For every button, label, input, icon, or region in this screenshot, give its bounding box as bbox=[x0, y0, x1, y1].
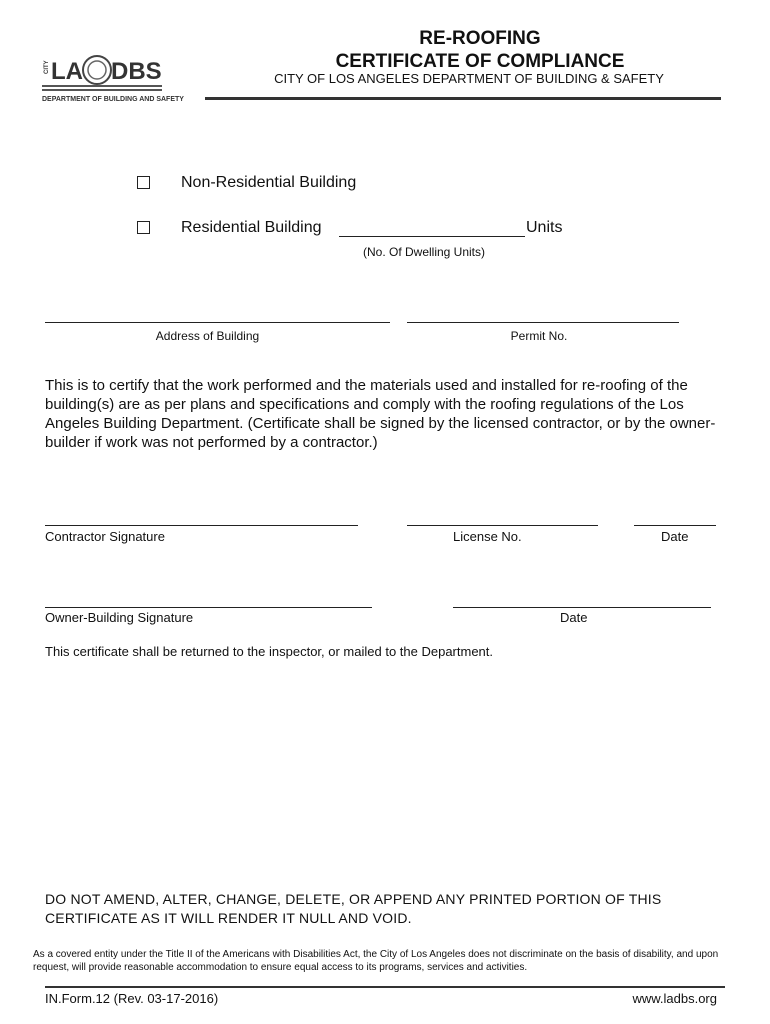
address-field[interactable] bbox=[45, 322, 390, 323]
page-subtitle: CITY OF LOS ANGELES DEPARTMENT OF BUILDING & SAFETY bbox=[274, 71, 664, 86]
ladbs-logo bbox=[40, 48, 184, 106]
logo-dept-text: DEPARTMENT OF BUILDING AND SAFETY bbox=[42, 96, 184, 103]
owner-date-field[interactable] bbox=[453, 607, 711, 608]
residential-label: Residential Building bbox=[181, 219, 322, 236]
permit-label: Permit No. bbox=[510, 329, 568, 343]
ada-notice: As a covered entity under the Title II of the Americans with Disabilities Act, the City of Los Angeles does not discriminate on the basis of disability, and upon request, will provide reasonable accommodation to ensure equal access to its programs, services and activities. bbox=[33, 949, 719, 973]
return-note: This certificate shall be returned to the inspector, or mailed to the Department. bbox=[45, 644, 494, 659]
residential-checkbox[interactable] bbox=[137, 221, 150, 234]
units-label: Units bbox=[526, 219, 563, 236]
header-rule bbox=[205, 97, 721, 100]
owner-signature-field[interactable] bbox=[45, 607, 372, 608]
license-label: License No. bbox=[453, 529, 522, 544]
logo-dbs-text: DBS bbox=[111, 58, 162, 85]
certification-text: This is to certify that the work performed and the materials used and installed for re-roofing of the building(s) are as per plans and specifications and comply with the roofing regulations of the Los Angeles Building Department. (Certificate shall be signed by the licensed contractor, or by the owner-builder if work was not performed by a contractor.) bbox=[45, 377, 716, 451]
contractor-date-label: Date bbox=[661, 529, 689, 544]
warning-text: DO NOT AMEND, ALTER, CHANGE, DELETE, OR APPEND ANY PRINTED PORTION OF THIS CERTIFICATE AS IT WILL RENDER IT NULL AND VOID. bbox=[45, 891, 662, 926]
title-line-1: RE-ROOFING bbox=[419, 28, 541, 49]
owner-date-label: Date bbox=[560, 610, 588, 625]
city-seal-icon bbox=[83, 56, 111, 84]
form-id: IN.Form.12 (Rev. 03-17-2016) bbox=[45, 991, 219, 1006]
footer-rule bbox=[45, 986, 725, 988]
title-line-2: CERTIFICATE OF COMPLIANCE bbox=[335, 51, 625, 72]
non-residential-checkbox[interactable] bbox=[137, 176, 150, 189]
owner-signature-label: Owner-Building Signature bbox=[45, 610, 194, 625]
units-field[interactable] bbox=[339, 236, 525, 237]
website-link[interactable]: www.ladbs.org bbox=[632, 991, 717, 1006]
logo-city-text: CITY bbox=[44, 60, 50, 74]
address-label: Address of Building bbox=[155, 329, 260, 343]
permit-field[interactable] bbox=[407, 322, 679, 323]
contractor-signature-field[interactable] bbox=[45, 525, 358, 526]
non-residential-label: Non-Residential Building bbox=[181, 174, 357, 191]
ladbs-logo-graphic bbox=[40, 48, 184, 106]
logo-la-text: LA bbox=[51, 58, 83, 85]
license-field[interactable] bbox=[407, 525, 598, 526]
contractor-date-field[interactable] bbox=[634, 525, 716, 526]
units-hint: (No. Of Dwelling Units) bbox=[362, 245, 486, 259]
contractor-signature-label: Contractor Signature bbox=[45, 529, 165, 544]
